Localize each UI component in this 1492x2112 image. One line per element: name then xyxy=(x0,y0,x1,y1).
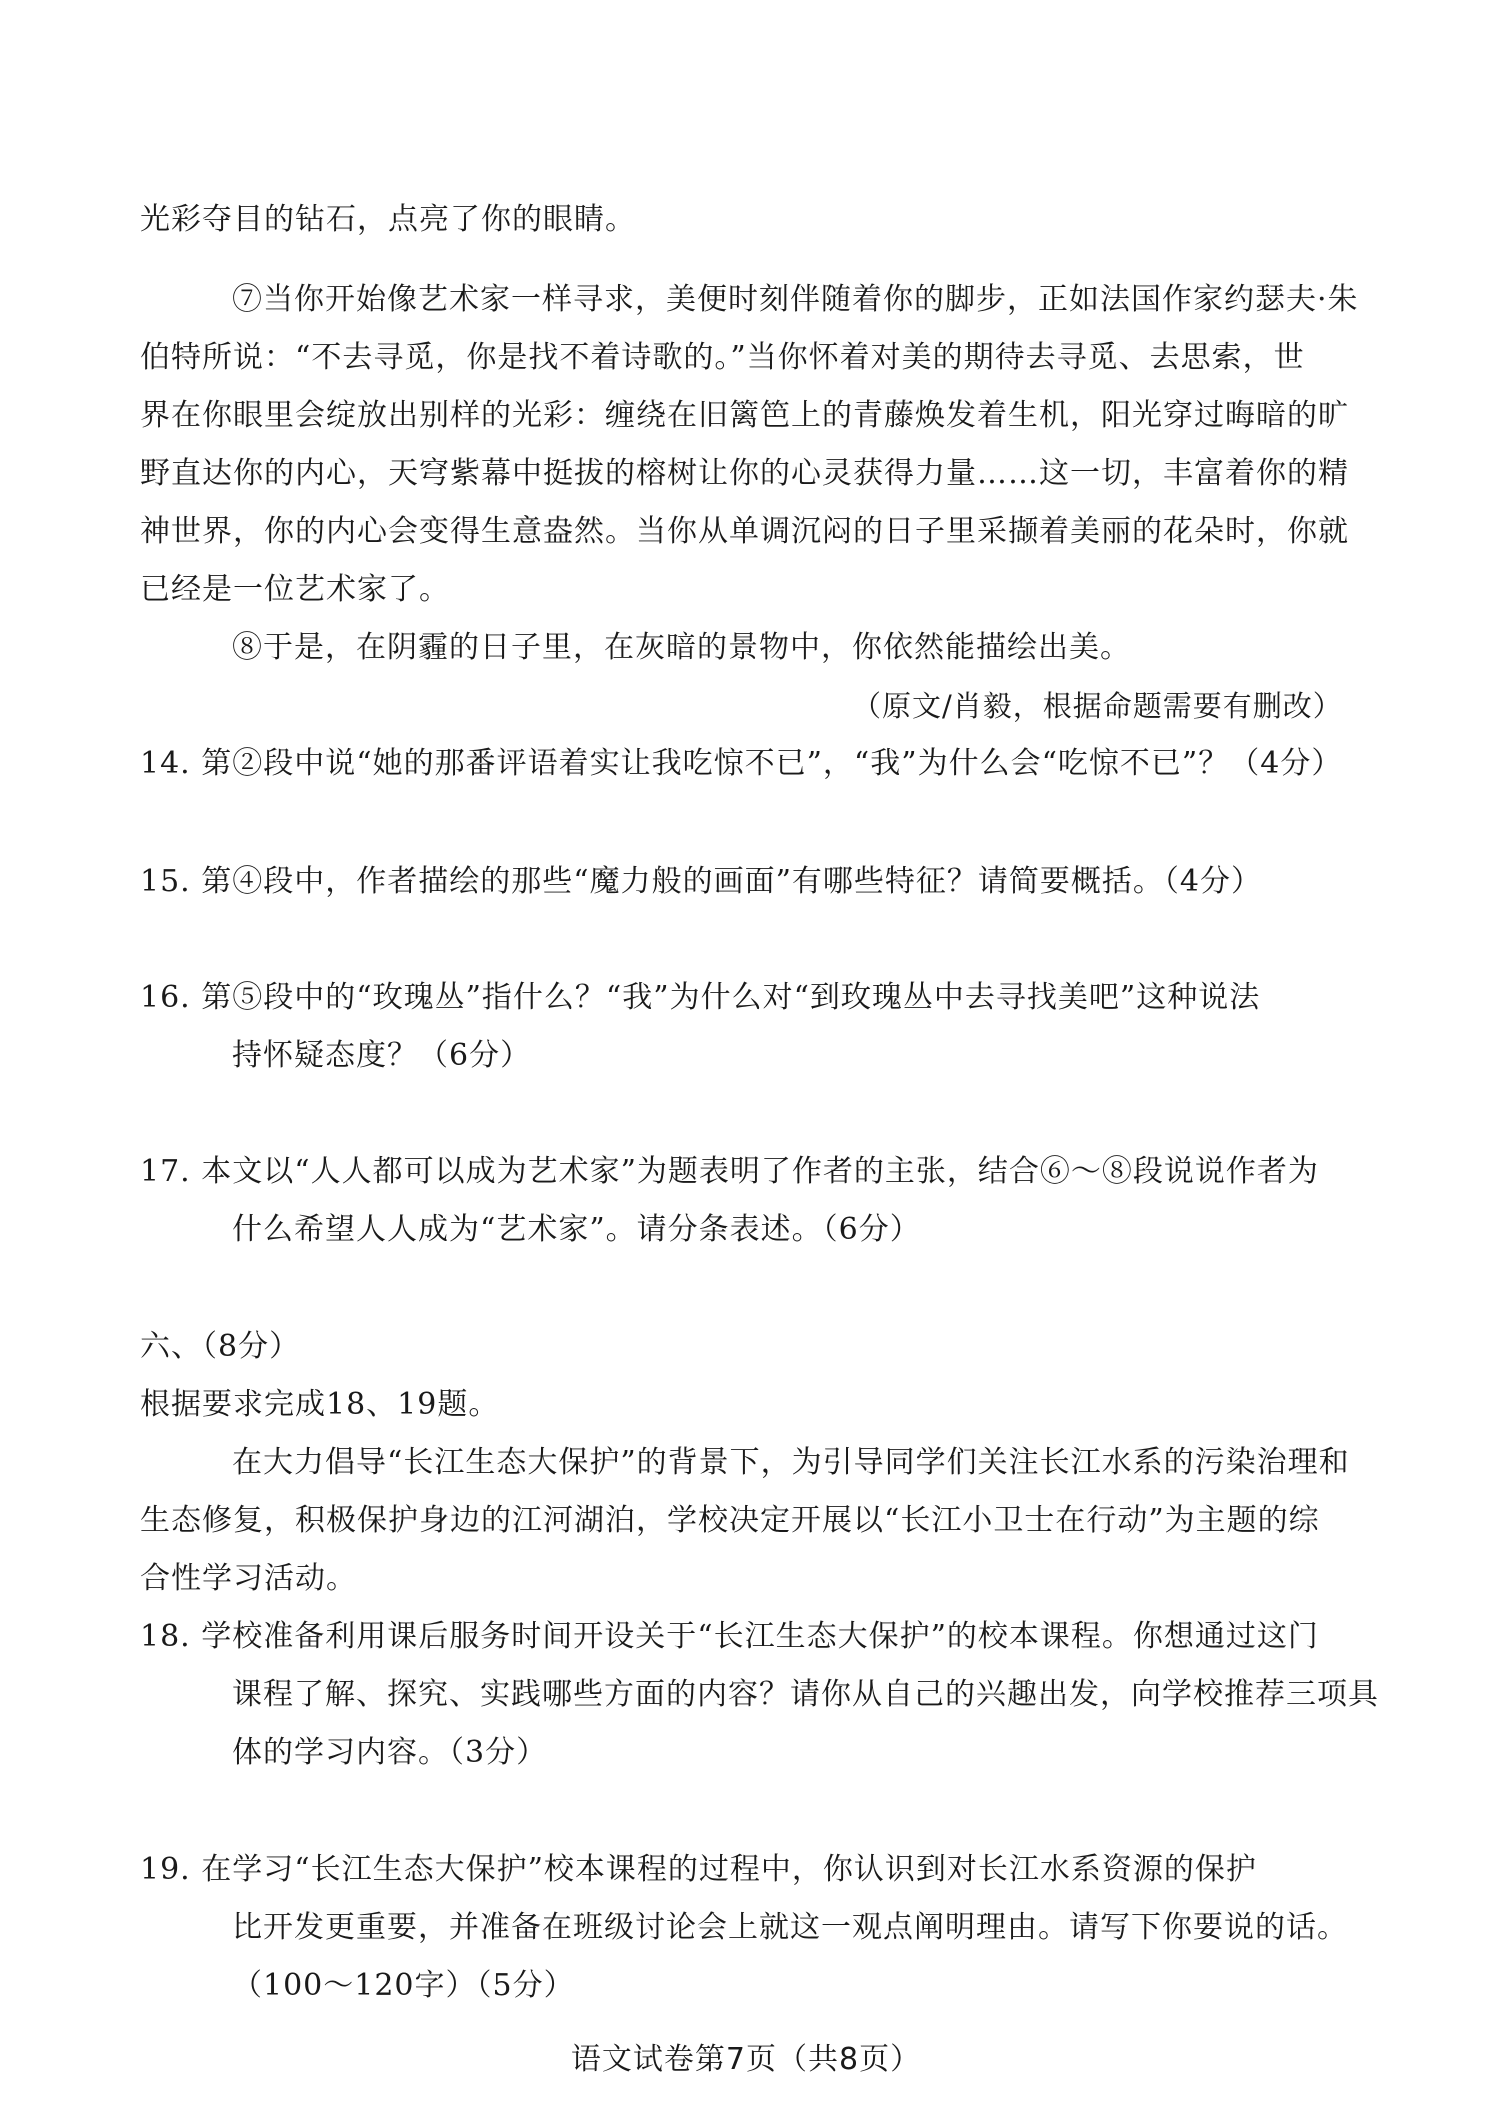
question-17: 17. 本文以“人人都可以成为艺术家”为题表明了作者的主张，结合⑥～⑧段说说作者为 xyxy=(140,1154,1319,1189)
question-14: 14. 第②段中说“她的那番评语着实让我吃惊不已”，“我”为什么会“吃惊不已”？（4分） xyxy=(140,746,1343,781)
section-6-intro-line: 合性学习活动。 xyxy=(140,1561,357,1596)
section-6-intro: 在大力倡导“长江生态大保护”的背景下，为引导同学们关注长江水系的污染治理和 xyxy=(232,1445,1350,1480)
paragraph-7-start: ⑦当你开始像艺术家一样寻求，美便时刻伴随着你的脚步，正如法国作家约瑟夫·朱 xyxy=(232,282,1359,317)
passage-line: 野直达你的内心，天穹紫幕中挺拔的榕树让你的心灵获得力量……这一切，丰富着你的精 xyxy=(140,456,1349,491)
question-18: 18. 学校准备利用课后服务时间开设关于“长江生态大保护”的校本课程。你想通过这门 xyxy=(140,1619,1319,1654)
page-footer: 语文试卷第7页（共8页） xyxy=(570,2042,922,2077)
question-19: 19. 在学习“长江生态大保护”校本课程的过程中，你认识到对长江水系资源的保护 xyxy=(140,1852,1257,1887)
passage-line: 神世界，你的内心会变得生意盎然。当你从单调沉闷的日子里采撷着美丽的花朵时，你就 xyxy=(140,514,1349,549)
source-note: （原文/肖毅，根据命题需要有删改） xyxy=(852,689,1343,723)
question-17-cont: 什么希望人人成为“艺术家”。请分条表述。（6分） xyxy=(232,1212,921,1247)
question-18-cont: 体的学习内容。（3分） xyxy=(232,1735,548,1770)
passage-line: 界在你眼里会绽放出别样的光彩：缠绕在旧篱笆上的青藤焕发着生机，阳光穿过晦暗的旷 xyxy=(140,398,1349,433)
passage-line: 已经是一位艺术家了。 xyxy=(140,572,450,607)
question-16-cont: 持怀疑态度？（6分） xyxy=(232,1038,532,1073)
section-6-instruction: 根据要求完成18、19题。 xyxy=(140,1387,500,1422)
section-6-heading: 六、（8分） xyxy=(140,1329,301,1364)
question-15: 15. 第④段中，作者描绘的那些“魔力般的画面”有哪些特征？请简要概括。（4分） xyxy=(140,864,1263,899)
paragraph-8: ⑧于是，在阴霾的日子里，在灰暗的景物中，你依然能描绘出美。 xyxy=(232,630,1131,665)
question-18-cont: 课程了解、探究、实践哪些方面的内容？请你从自己的兴趣出发，向学校推荐三项具 xyxy=(232,1677,1379,1712)
passage-line: 光彩夺目的钻石，点亮了你的眼睛。 xyxy=(140,202,636,237)
question-19-cont: （100～120字）（5分） xyxy=(232,1968,575,2003)
question-19-cont: 比开发更重要，并准备在班级讨论会上就这一观点阐明理由。请写下你要说的话。 xyxy=(232,1910,1348,1945)
passage-line: 伯特所说：“不去寻觅，你是找不着诗歌的。”当你怀着对美的期待去寻觅、去思索，世 xyxy=(140,340,1305,375)
section-6-intro-line: 生态修复，积极保护身边的江河湖泊，学校决定开展以“长江小卫士在行动”为主题的综 xyxy=(140,1503,1320,1538)
question-16: 16. 第⑤段中的“玫瑰丛”指什么？“我”为什么对“到玫瑰丛中去寻找美吧”这种说法 xyxy=(140,980,1261,1015)
